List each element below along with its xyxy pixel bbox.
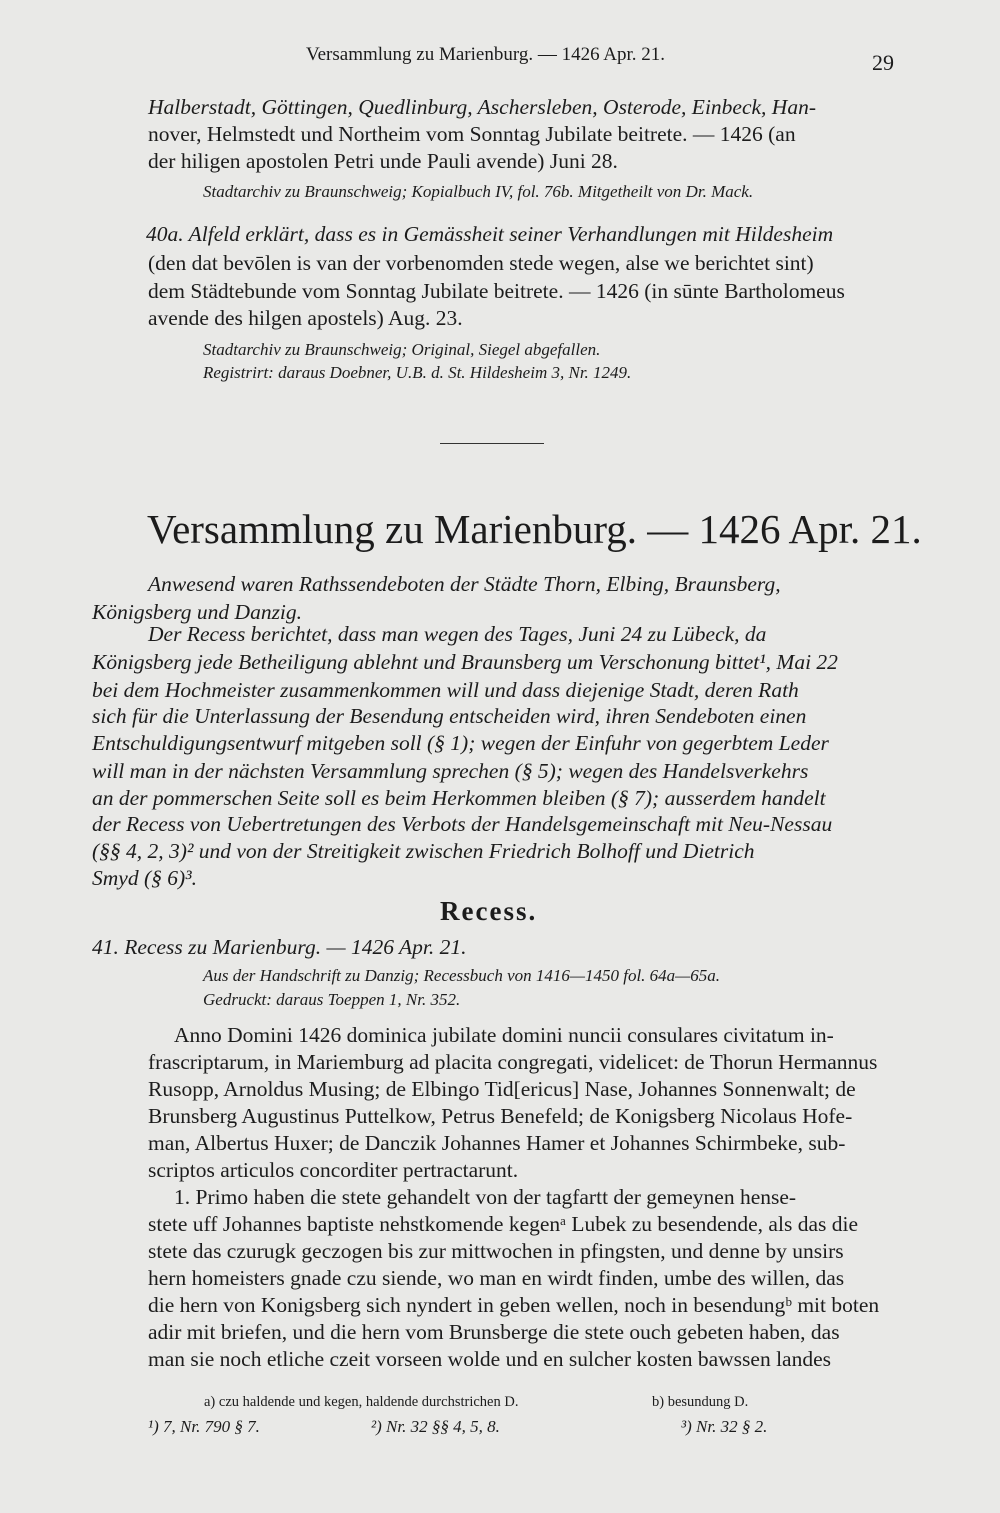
entry-40a-line: (den dat bevōlen is van der vorbenomden stede wegen, alse we berichtet sint) (148, 251, 814, 275)
body-line: Rusopp, Arnoldus Musing; de Elbingo Tid[ericus] Nase, Johannes Sonnenwalt; de (148, 1077, 856, 1101)
entry-40a-line: dem Städtebunde vom Sonntag Jubilate beitrete. — 1426 (in sūnte Bartholomeus (148, 279, 845, 303)
intro-line: bei dem Hochmeister zusammenkommen will und dass diejenige Stadt, deren Rath (92, 678, 799, 702)
section-title: Versammlung zu Marienburg. — 1426 Apr. 21. (147, 506, 922, 552)
intro-line: sich für die Unterlassung der Besendung entscheiden wird, ihren Sendeboten einen (92, 704, 807, 728)
section-divider (440, 443, 544, 444)
top-entry-source: Stadtarchiv zu Braunschweig; Kopialbuch IV, fol. 76b. Mitgetheilt von Dr. Mack. (203, 182, 754, 201)
entry-40a-source: Registrirt: daraus Doebner, U.B. d. St. Hildesheim 3, Nr. 1249. (203, 363, 632, 382)
footnote-a: a) czu haldende und kegen, haldende durchstrichen D. (204, 1394, 519, 1410)
top-entry-line: nover, Helmstedt und Northeim vom Sonntag Jubilate beitrete. — 1426 (an (148, 122, 796, 146)
body-line: hern homeisters gnade czu siende, wo man en wirdt finden, umbe des willen, das (148, 1266, 845, 1290)
footnote-3: ³) Nr. 32 § 2. (681, 1417, 768, 1436)
running-head: Versammlung zu Marienburg. — 1426 Apr. 21. (306, 44, 666, 65)
footnote-b: b) besundung D. (652, 1394, 749, 1410)
entry-41-title: 41. Recess zu Marienburg. — 1426 Apr. 21. (92, 935, 467, 959)
footnote-1: ¹) 7, Nr. 790 § 7. (148, 1417, 260, 1436)
intro-line: Königsberg jede Betheiligung ablehnt und Braunsberg um Verschonung bittet¹, Mai 22 (92, 650, 838, 674)
entry-41-source: Aus der Handschrift zu Danzig; Recessbuch von 1416—1450 fol. 64a—65a. (203, 966, 721, 985)
body-line: man sie noch etliche czeit vorseen wolde und en sulcher kosten bawssen landes (148, 1347, 832, 1371)
entry-40a-line: 40a. Alfeld erklärt, dass es in Gemässheit seiner Verhandlungen mit Hildesheim (146, 222, 834, 246)
body-line: adir mit briefen, und die hern vom Brunsberge die stete ouch gebeten haben, das (148, 1320, 840, 1344)
body-line: 1. Primo haben die stete gehandelt von der tagfartt der gemeynen hense- (174, 1185, 797, 1209)
entry-41-source: Gedruckt: daraus Toeppen 1, Nr. 352. (203, 990, 461, 1009)
intro-line: an der pommerschen Seite soll es beim Herkommen bleiben (§ 7); ausserdem handelt (92, 786, 826, 810)
intro-line: Königsberg und Danzig. (92, 600, 303, 624)
body-line: Anno Domini 1426 dominica jubilate domini nuncii consulares civitatum in- (174, 1023, 834, 1047)
body-line: stete uff Johannes baptiste nehstkomende kegenᵃ Lubek zu besendende, als das die (148, 1212, 858, 1236)
page-number: 29 (872, 50, 894, 75)
body-line: stete das czurugk geczogen bis zur mittwochen in pfingsten, und denne by unsirs (148, 1239, 844, 1263)
intro-line: will man in der nächsten Versammlung sprechen (§ 5); wegen des Handelsverkehrs (92, 759, 809, 783)
entry-40a-line: avende des hilgen apostels) Aug. 23. (148, 306, 463, 330)
intro-line: Smyd (§ 6)³. (92, 866, 197, 890)
intro-line: Der Recess berichtet, dass man wegen des Tages, Juni 24 zu Lübeck, da (148, 622, 767, 646)
body-line: frascriptarum, in Mariemburg ad placita congregati, videlicet: de Thorun Hermannus (148, 1050, 878, 1074)
top-entry-line: Halberstadt, Göttingen, Quedlinburg, Aschersleben, Osterode, Einbeck, Han- (148, 95, 816, 119)
body-line: scriptos articulos concorditer pertractarunt. (148, 1158, 519, 1182)
entry-40a-source: Stadtarchiv zu Braunschweig; Original, Siegel abgefallen. (203, 340, 601, 359)
intro-line: (§§ 4, 2, 3)² und von der Streitigkeit zwischen Friedrich Bolhoff und Dietrich (92, 839, 755, 863)
top-entry-line: der hiligen apostolen Petri unde Pauli avende) Juni 28. (148, 149, 618, 173)
recess-heading: Recess. (440, 896, 538, 926)
body-line: man, Albertus Huxer; de Danczik Johannes Hamer et Johannes Schirmbeke, sub- (148, 1131, 846, 1155)
body-line: Brunsberg Augustinus Puttelkow, Petrus Benefeld; de Konigsberg Nicolaus Hofe- (148, 1104, 853, 1128)
body-line: die hern von Konigsberg sich nyndert in geben wellen, noch in besendungᵇ mit boten (148, 1293, 880, 1317)
intro-line: der Recess von Uebertretungen des Verbots der Handelsgemeinschaft mit Neu-Nessau (92, 812, 833, 836)
intro-line: Anwesend waren Rathssendeboten der Städte Thorn, Elbing, Braunsberg, (148, 572, 781, 596)
footnote-2: ²) Nr. 32 §§ 4, 5, 8. (371, 1417, 500, 1436)
intro-line: Entschuldigungsentwurf mitgeben soll (§ 1); wegen der Einfuhr von gegerbtem Leder (92, 731, 829, 755)
